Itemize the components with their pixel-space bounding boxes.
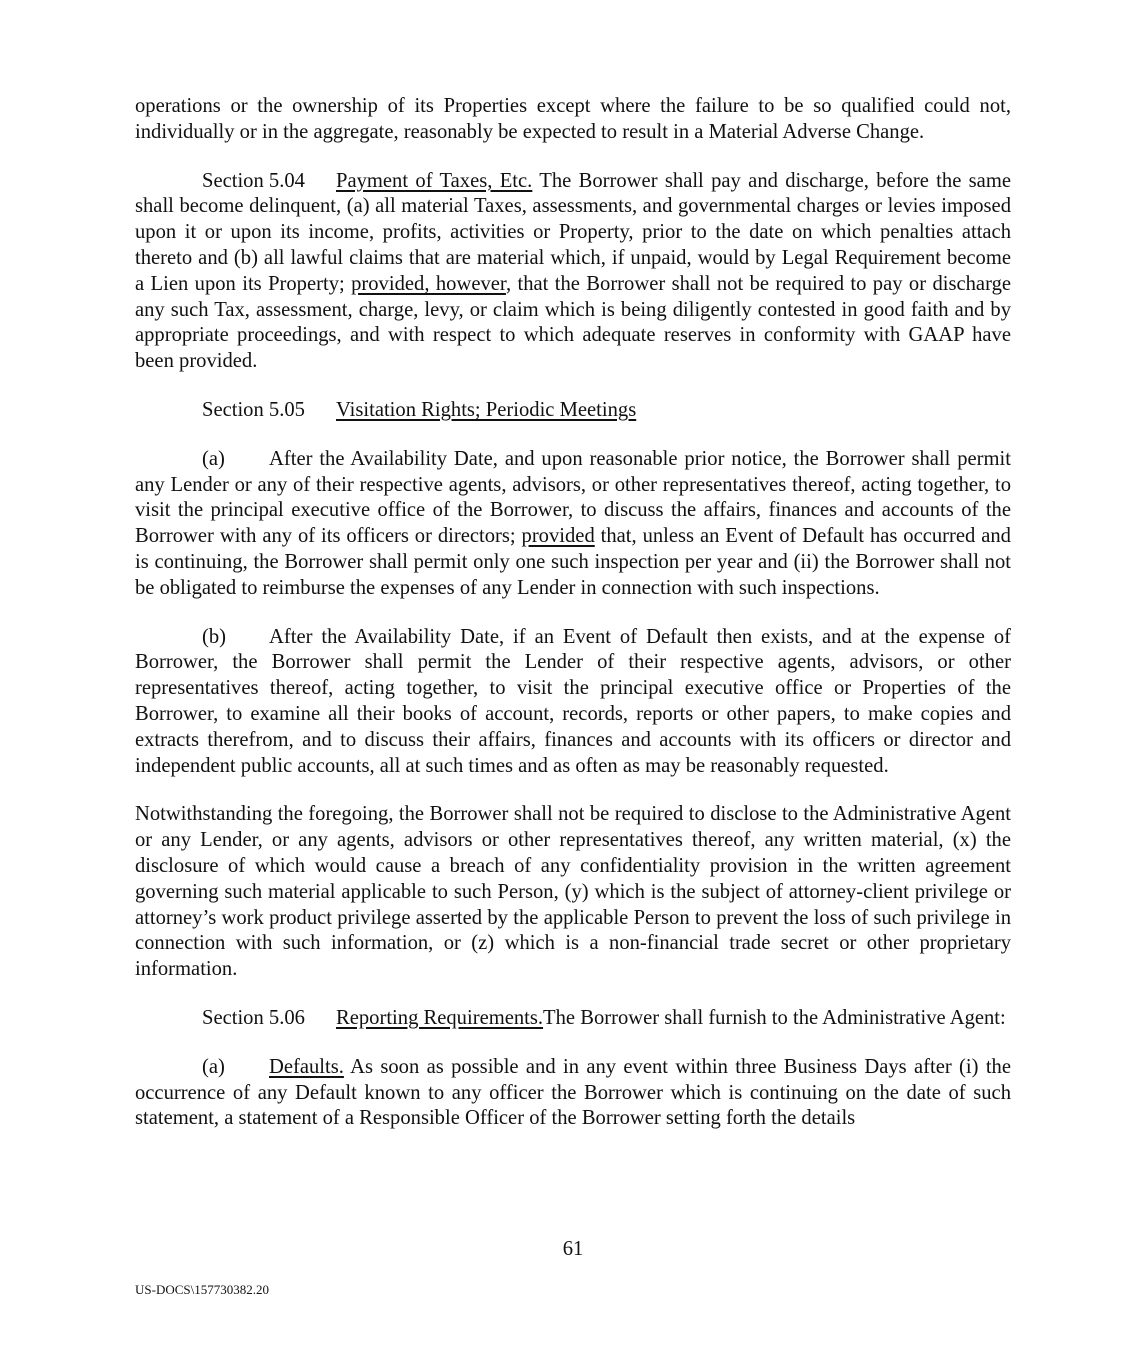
continuation-paragraph: operations or the ownership of its Properties except where the failure to be so qualified could not, individually or in the aggregate, reasonably be expected to result in a Material Adverse Change.	[135, 95, 1011, 143]
section-5-05-clause-a-proviso: provided	[521, 525, 595, 548]
page-number: 61	[562, 1238, 584, 1260]
section-5-05-title: Visitation Rights; Periodic Meetings	[336, 398, 637, 421]
section-5-05-clause-a-label: (a)	[202, 447, 225, 470]
section-5-04-text-part2: , that the Borrower shall not be required to pay or discharge any such Tax, assessment, charge, levy, or claim which is being diligently contested in good faith and by appropriate proceedings, and with respect to which adequate reserves in conformity with GAAP have been provided.	[135, 272, 1012, 373]
section-5-04-paragraph	[135, 169, 1011, 375]
notwithstanding-paragraph: Notwithstanding the foregoing, the Borrower shall not be required to disclose to the Administrative Agent or any Lender, or any agents, advisors or other representatives thereof, any written material, (x) the disclosure of which would cause a breach of any confidentiality provision in the written agreement governing such material applicable to such Person, (y) which is the subject of attorney-client privilege or attorney’s work product privilege asserted by the applicable Person to prevent the loss of such privilege in connection with such information, or (z) which is a non-financial trade secret or other proprietary information.	[135, 803, 1011, 981]
section-5-06-text: The Borrower shall furnish to the Administrative Agent:	[543, 1006, 1006, 1029]
section-5-04-number: Section 5.04	[202, 169, 305, 192]
section-5-05-number: Section 5.05	[202, 398, 305, 421]
section-5-05-clause-a-text-part1: After the Availability Date, and upon reasonable prior notice, the Borrower shall permit any Lender or any of their respective agents, advisors, or other representatives thereof, acting together, to visit the principal executive office of the Borrower, to discuss the affairs, finances and accounts of the Borrower with any of its officers or directors;	[135, 447, 1011, 548]
section-5-05-clause-b-label: (b)	[202, 625, 227, 648]
section-5-05-heading	[135, 398, 1011, 424]
section-5-06-number: Section 5.06	[202, 1006, 305, 1029]
document-body	[135, 94, 1011, 1155]
section-5-05-clause-a	[135, 447, 1011, 602]
section-5-04-text-part1: The Borrower shall pay and discharge, before the same shall become delinquent, (a) all material Taxes, assessments, and governmental charges or levies imposed upon it or upon its income, profits, activities or Property, prior to the date on which penalties attach thereto and (b) all lawful claims that are material which, if unpaid, would by Legal Requirement become a Lien upon its Property;	[135, 169, 1011, 295]
section-5-05-clause-b-text: After the Availability Date, if an Event of Default then exists, and at the expense of Borrower, the Borrower shall permit the Lender of their respective agents, advisors, or other representatives thereof, acting together, to visit the principal executive office or Properties of the Borrower, to examine all their books of account, records, reports or other papers, to make copies and extracts therefrom, and to discuss their affairs, finances and accounts with its officers or director and independent public accounts, all at such times and as often as may be reasonably requested.	[135, 625, 1011, 777]
section-5-06-paragraph	[135, 1006, 1011, 1032]
section-5-06-clause-a-title: Defaults.	[269, 1055, 344, 1078]
section-5-05-clause-b	[135, 625, 1011, 780]
section-5-04-title: Payment of Taxes, Etc.	[336, 169, 533, 192]
section-5-06-clause-a	[135, 1055, 1011, 1132]
section-5-06-clause-a-text: As soon as possible and in any event within three Business Days after (i) the occurrence of any Default known to any officer the Borrower which is continuing on the date of such statement, a statement of a Responsible Officer of the Borrower setting forth the details	[135, 1055, 1011, 1130]
section-5-04-proviso: provided, however	[351, 272, 506, 295]
section-5-06-clause-a-label: (a)	[202, 1055, 225, 1078]
section-5-05-clause-a-text-part2: that, unless an Event of Default has occurred and is continuing, the Borrower shall permit only one such inspection per year and (ii) the Borrower shall not be obligated to reimburse the expenses of any Lender in connection with such inspections.	[135, 525, 1011, 599]
section-5-06-title: Reporting Requirements.	[336, 1006, 544, 1029]
document-id: US-DOCS\157730382.20	[135, 1282, 269, 1297]
